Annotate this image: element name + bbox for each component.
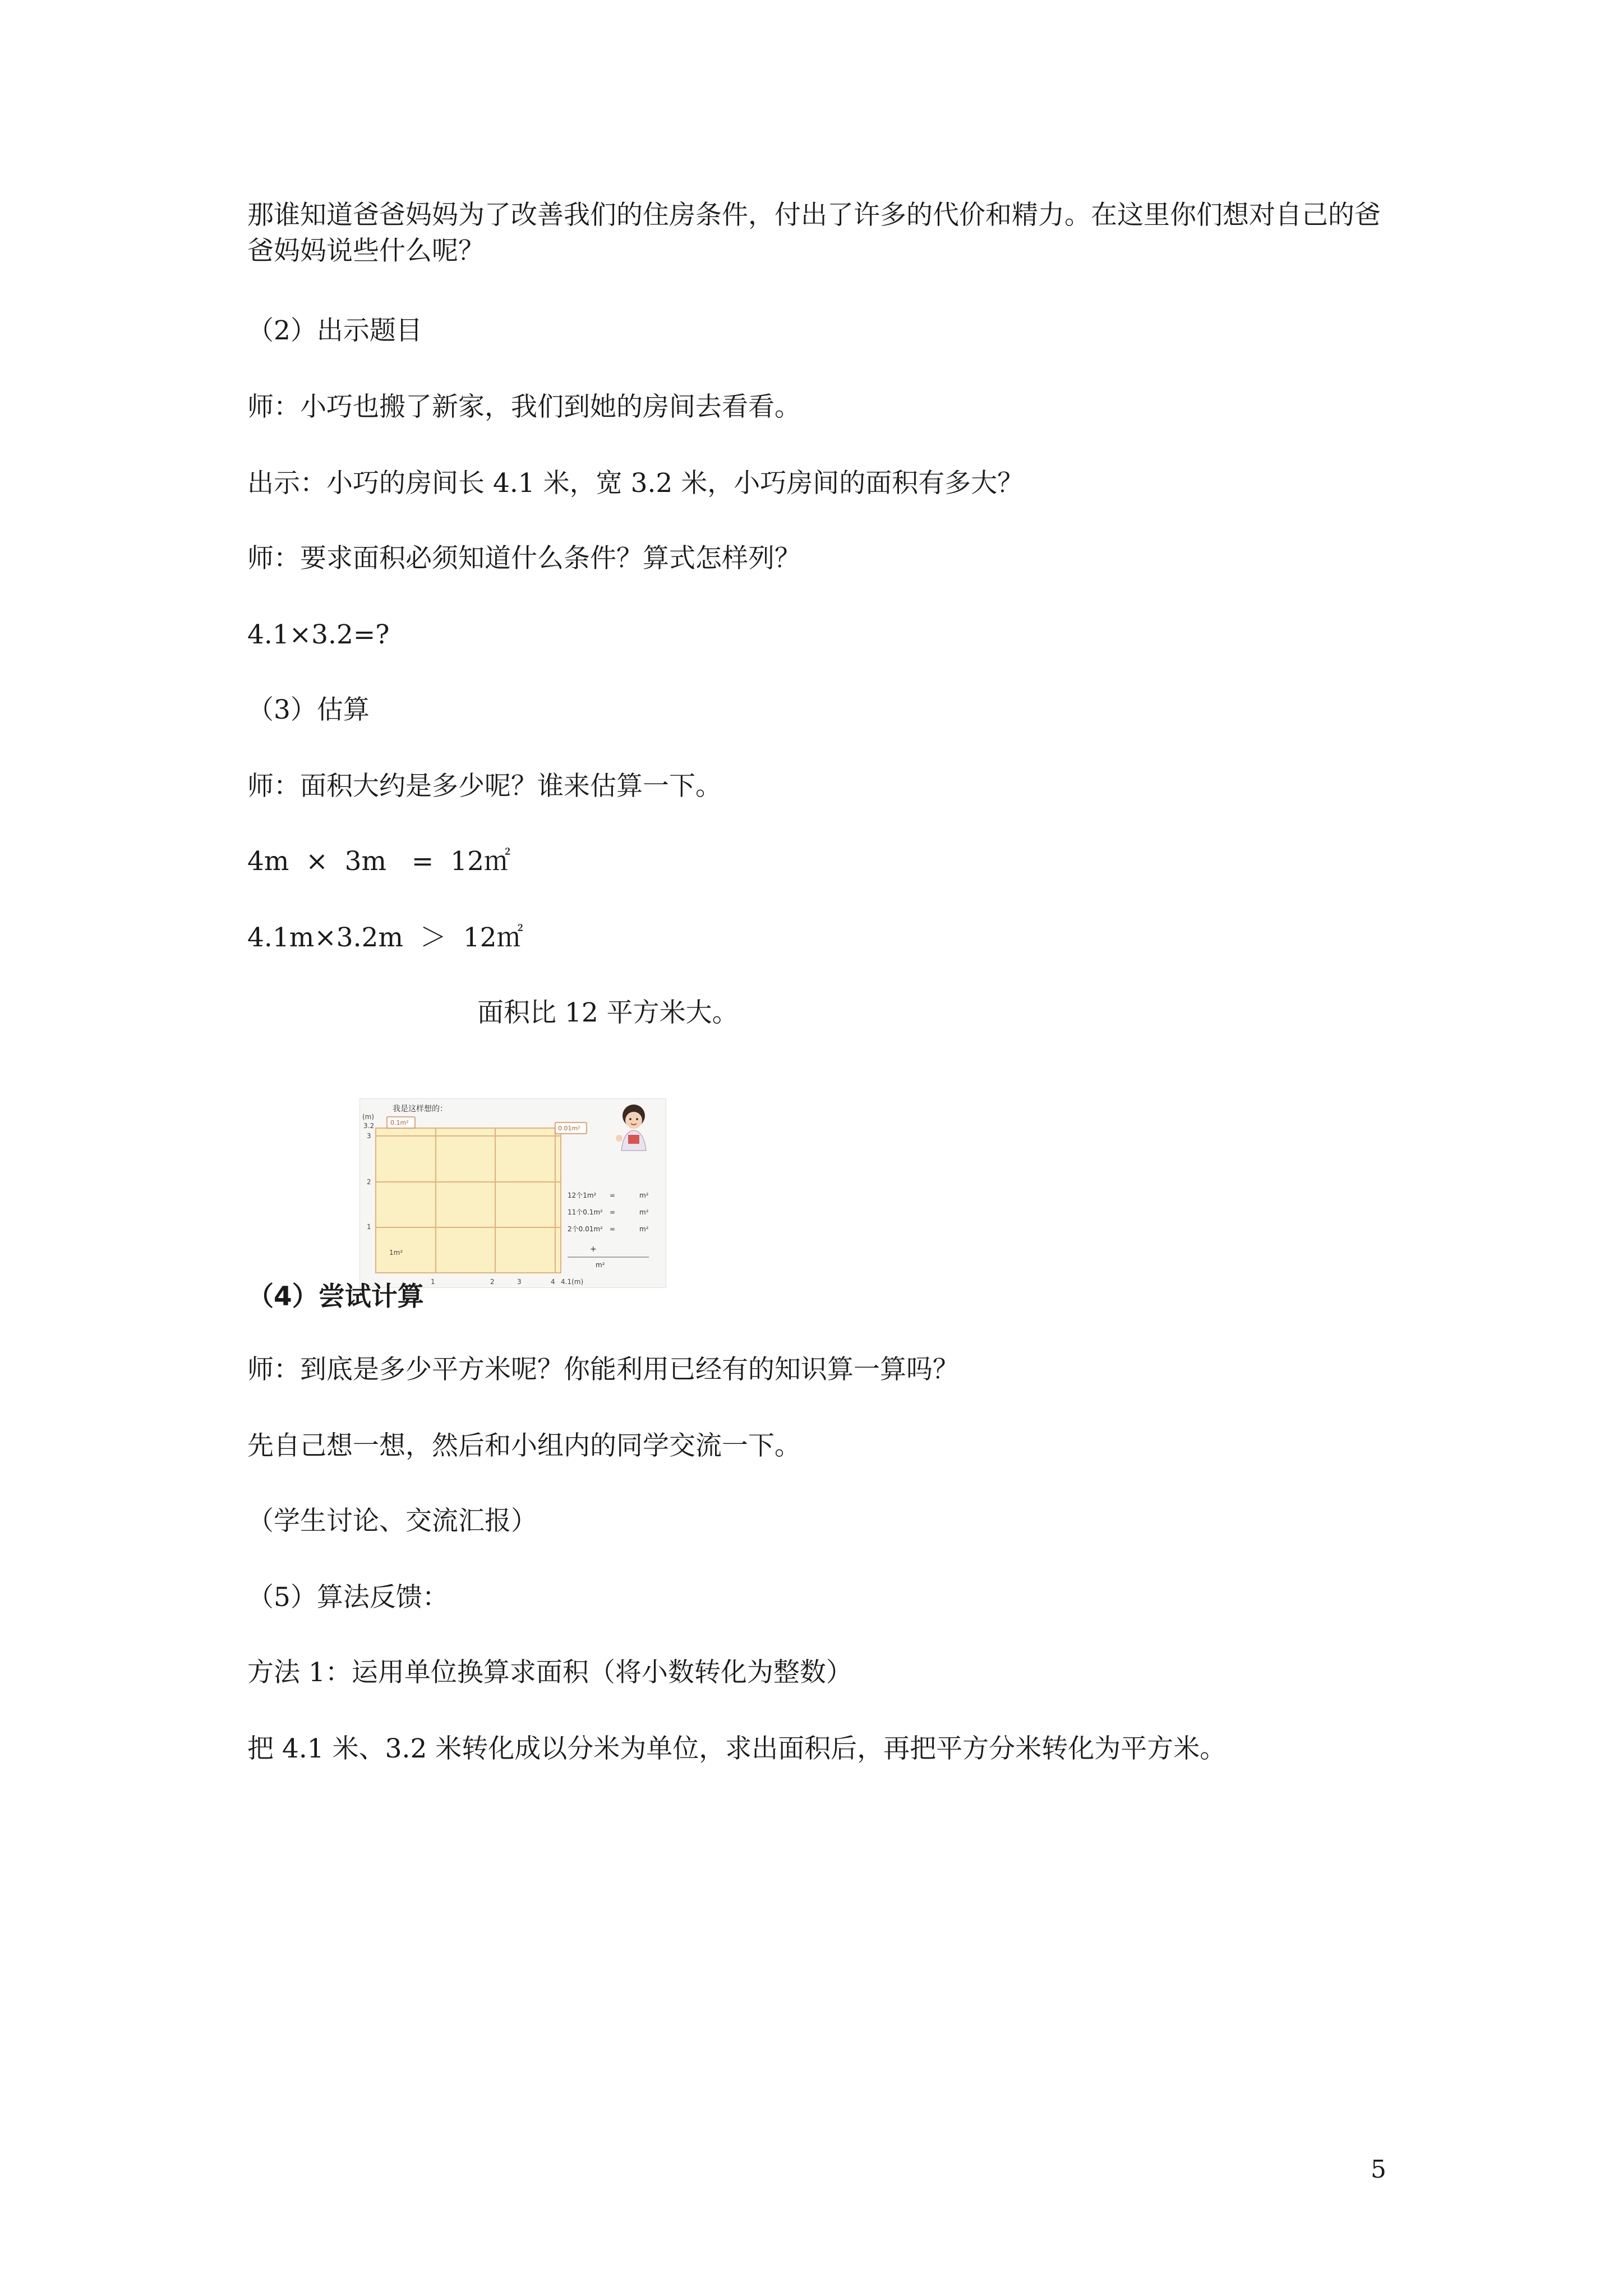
sum-plus: + (590, 1245, 597, 1254)
paragraph-teacher-2: 师：要求面积必须知道什么条件？算式怎样列？ (247, 543, 801, 574)
estimate-conclusion: 面积比 12 平方米大。 (477, 997, 739, 1028)
section-heading-2: （2）出示题目 (247, 315, 422, 346)
paragraph-intro: 那谁知道爸爸妈妈为了改善我们的住房条件，付出了许多的代价和精力。在这里你们想对自己的爸爸妈妈说些什么呢？ (247, 200, 1381, 266)
sum-line-3-text: 2个0.01m² (568, 1225, 603, 1233)
sum-total-unit: m² (596, 1261, 605, 1269)
y-tick-3: 3 (367, 1132, 371, 1140)
paragraph-method-1: 方法 1：运用单位换算求面积（将小数转化为整数） (247, 1657, 852, 1688)
y-tick-2: 2 (367, 1178, 371, 1186)
grid-area (376, 1128, 561, 1273)
paragraph-method-1-detail: 把 4.1 米、3.2 米转化成以分米为单位，求出面积后，再把平方分米转化为平方米。 (247, 1733, 1227, 1764)
estimate-line-2: 4.1m×3.2m ＞ 12㎡ (247, 922, 523, 953)
sum-line-2-text: 11个0.1m² (568, 1208, 603, 1216)
sum-line-1-text: 12个1m² (568, 1191, 597, 1199)
paragraph-teacher-3: 师：面积大约是多少呢？谁来估算一下。 (247, 771, 722, 802)
callout-corner: 0.01m² (558, 1125, 580, 1132)
x-tick-3: 3 (517, 1278, 522, 1286)
student-illustration (616, 1105, 646, 1151)
y-unit-label: (m) (362, 1113, 375, 1121)
figure-caption: 我是这样想的： (393, 1105, 448, 1114)
x-tick-2: 2 (490, 1278, 495, 1286)
sum-line-1-eq: = (610, 1191, 616, 1199)
sum-line-1-unit: m² (639, 1191, 649, 1199)
y-tick-1: 1 (367, 1223, 371, 1231)
sum-line-3-eq: = (610, 1225, 616, 1233)
page-number: 5 (1371, 2155, 1386, 2184)
section-heading-4: （4）尝试计算 (247, 1281, 424, 1312)
x-tick-1: 1 (431, 1278, 435, 1286)
x-tick-4: 4 (551, 1278, 555, 1286)
paragraph-teacher-1: 师：小巧也搬了新家，我们到她的房间去看看。 (247, 392, 801, 422)
sum-line-2-eq: = (610, 1208, 616, 1216)
paragraph-student-report: （学生讨论、交流汇报） (247, 1506, 537, 1536)
x-end-label: 4.1(m) (561, 1278, 584, 1286)
section-heading-3: （3）估算 (247, 694, 370, 725)
sum-line-2-unit: m² (639, 1208, 649, 1216)
sum-line-3-unit: m² (639, 1225, 649, 1233)
callout-top: 0.1m² (390, 1119, 409, 1126)
area-grid-figure (359, 1098, 666, 1288)
y-top-label: 3.2 (363, 1122, 375, 1130)
formula-1: 4.1×3.2=? (247, 619, 390, 650)
cell-label: 1m² (389, 1249, 403, 1257)
paragraph-discuss: 先自己想一想，然后和小组内的同学交流一下。 (247, 1430, 801, 1461)
section-heading-5: （5）算法反馈： (247, 1582, 449, 1613)
paragraph-teacher-4: 师：到底是多少平方米呢？你能利用已经有的知识算一算吗？ (247, 1354, 959, 1385)
estimate-line-1: 4m × 3m = 12㎡ (247, 846, 510, 877)
paragraph-problem: 出示：小巧的房间长 4.1 米，宽 3.2 米，小巧房间的面积有多大？ (247, 468, 1024, 499)
